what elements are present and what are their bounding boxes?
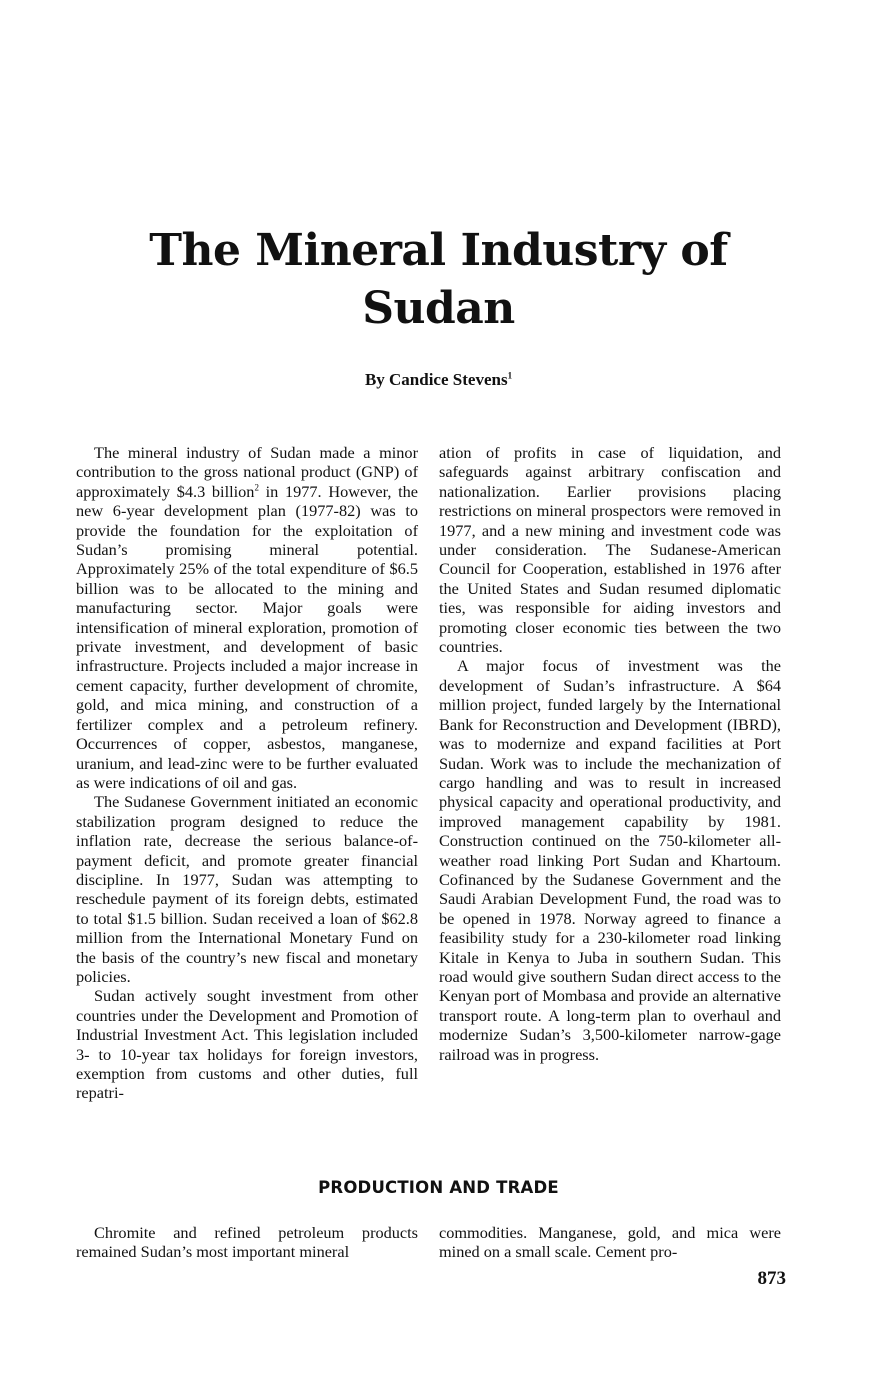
section-right-column <box>439 1223 781 1262</box>
paragraph: Chromite and refined petroleum products remained Sudan’s most important mineral <box>76 1223 418 1262</box>
left-column <box>76 443 418 1103</box>
paragraph: The Sudanese Government initiated an economic stabilization program designed to reduce the inflation rate, decrease the serious balance-of-payment deficit, and promote greater financial discipline. In 1977, Sudan was attempting to reschedule payment of its foreign debts, estimated to total $1.5 billion. Sudan received a loan of $62.8 million from the International Monetary Fund on the basis of the country’s new fiscal and monetary policies. <box>76 792 418 986</box>
section-left-column <box>76 1223 418 1262</box>
paragraph: A major focus of investment was the development of Sudan’s infrastructure. A $64 million project, funded largely by the International Bank for Reconstruction and Development (IBRD), was to modernize and expand facilities at Port Sudan. Work was to include the mechanization of cargo handling and was to result in increased physical capacity and operational productivity, and improved management capability by 1981. Construction continued on the 750-kilometer all-weather road linking Port Sudan and Khartoum. Cofinanced by the Sudanese Government and the Saudi Arabian Development Fund, the road was to be opened in 1978. Norway agreed to finance a feasibility study for a 230-kilometer road linking Kitale in Kenya to Juba in southern Sudan. This road would give southern Sudan direct access to the Kenyan port of Mombasa and provide an alternative transport route. A long-term plan to overhaul and modernize Sudan’s 3,500-kilometer narrow-gage railroad was in progress. <box>439 656 781 1064</box>
page-number: 873 <box>757 1268 786 1289</box>
right-column <box>439 443 781 1064</box>
title-line-1: The Mineral Industry of <box>149 225 728 276</box>
paragraph: The mineral industry of Sudan made a minor contribution to the gross national product (GNP) of approximately $4.3 billion$^2$ in 1977. However, the new 6-year development plan (1977-82) was to provide the foundation for the exploitation of Sudan’s promising mineral potential. Approximately 25% of the total expenditure of $6.5 billion was to be allocated to the mining and manufacturing sector. Major goals were intensification of mineral exploration, promotion of private investment, and development of basic infrastructure. Projects included a major increase in cement capacity, further development of chromite, gold, and mica mining, and construction of a fertilizer complex and a petroleum refinery. Occurrences of copper, asbestos, manganese, uranium, and lead-zinc were to be further evaluated as were indications of oil and gas. <box>76 443 418 792</box>
section-heading: PRODUCTION AND TRADE <box>318 1178 559 1197</box>
footnote-marker: 2 <box>254 482 259 493</box>
paragraph: Sudan actively sought investment from other countries under the Development and Promotion of Industrial Investment Act. This legislation included 3- to 10-year tax holidays for foreign investors, exemption from customs and other duties, full repatri- <box>76 986 418 1103</box>
paragraph: commodities. Manganese, gold, and mica were mined on a small scale. Cement pro- <box>439 1223 781 1262</box>
paragraph: ation of profits in case of liquidation, and safeguards against arbitrary confiscation and nationalization. Earlier provisions placing restrictions on mineral prospectors were removed in 1977, and a new mining and investment code was under consideration. The Sudanese-American Council for Cooperation, established in 1976 after the United States and Sudan resumed diplomatic ties, was responsible for aiding investors and promoting closer economic ties between the two countries. <box>439 443 781 657</box>
byline <box>0 368 877 392</box>
footnote-marker: 1 <box>507 370 513 381</box>
author-name: By Candice Stevens <box>364 370 508 389</box>
page-title <box>0 222 877 338</box>
title-line-2: Sudan <box>362 283 515 334</box>
